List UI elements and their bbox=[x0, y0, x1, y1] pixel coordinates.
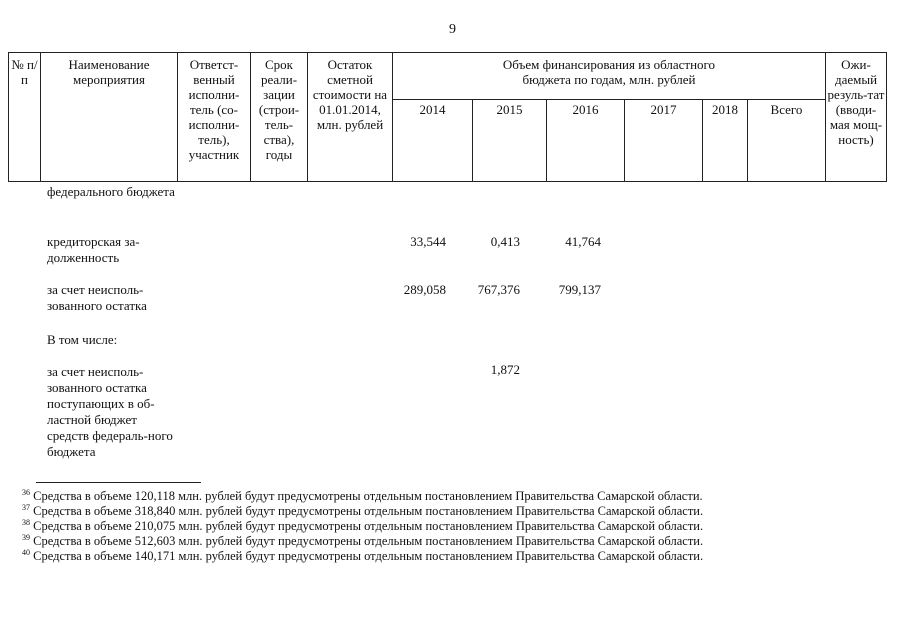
header-funding: Объем финансирования из областного бюджета по годам, млн. рублей bbox=[393, 53, 826, 100]
footnote bbox=[22, 519, 703, 534]
header-term: Срок реали-зации (строи-тель-ства), годы bbox=[251, 53, 308, 182]
footnote-number: 40 bbox=[22, 547, 30, 557]
value-2016: 799,137 bbox=[558, 282, 601, 297]
value-2014: 33,544 bbox=[410, 234, 446, 249]
header-year-2015: 2015 bbox=[473, 100, 547, 182]
footnote bbox=[22, 489, 703, 504]
header-year-2016: 2016 bbox=[547, 100, 625, 182]
footnote-number: 38 bbox=[22, 517, 30, 527]
header-year-2018: 2018 bbox=[703, 100, 748, 182]
header-result: Ожи-даемый резуль-тат (вводи-мая мощ-ность) bbox=[826, 53, 887, 182]
value-2015: 0,413 bbox=[490, 234, 520, 249]
header-year-2017: 2017 bbox=[625, 100, 703, 182]
footnote-text: Средства в объеме 512,603 млн. рублей будут предусмотрены отдельным постановлением Правительства Самарской области. bbox=[33, 534, 704, 548]
row-label: за счет неисполь-зованного остатка поступающих в об-ластной бюджет средств федераль-ного бюджета bbox=[47, 364, 173, 459]
footnote-text: Средства в объеме 210,075 млн. рублей будут предусмотрены отдельным постановлением Правительства Самарской области. bbox=[33, 519, 704, 533]
row-label: кредиторская за-долженность bbox=[47, 234, 140, 265]
row-label: В том числе: bbox=[47, 332, 118, 347]
value-2015: 1,872 bbox=[490, 362, 520, 377]
header-responsible: Ответст-венный исполни-тель (со-исполни-тель), участник bbox=[178, 53, 251, 182]
page-number: 9 bbox=[449, 22, 456, 37]
header-no: № п/п bbox=[9, 53, 41, 182]
footnote bbox=[22, 534, 703, 549]
footnote-number: 39 bbox=[22, 532, 30, 542]
header-year-total: Всего bbox=[748, 100, 826, 182]
header-name: Наименование мероприятия bbox=[41, 53, 178, 182]
footnotes bbox=[22, 489, 703, 564]
value-2016: 41,764 bbox=[565, 234, 601, 249]
footnote-number: 37 bbox=[22, 502, 30, 512]
table-header bbox=[8, 52, 887, 182]
footnote bbox=[22, 549, 703, 564]
footnote-text: Средства в объеме 140,171 млн. рублей будут предусмотрены отдельным постановлением Правительства Самарской области. bbox=[33, 549, 704, 563]
value-2015: 767,376 bbox=[477, 282, 520, 297]
footnote-text: Средства в объеме 120,118 млн. рублей будут предусмотрены отдельным постановлением Правительства Самарской области. bbox=[33, 489, 703, 503]
row-label: федерального бюджета bbox=[47, 184, 175, 199]
header-balance: Остаток сметной стоимости на 01.01.2014, млн. рублей bbox=[308, 53, 393, 182]
row-label: за счет неисполь-зованного остатка bbox=[47, 282, 147, 313]
footnote-text: Средства в объеме 318,840 млн. рублей будут предусмотрены отдельным постановлением Правительства Самарской области. bbox=[33, 504, 704, 518]
footnote-number: 36 bbox=[22, 487, 30, 497]
header-year-2014: 2014 bbox=[393, 100, 473, 182]
footnote-separator bbox=[36, 482, 201, 483]
value-2014: 289,058 bbox=[403, 282, 446, 297]
footnote bbox=[22, 504, 703, 519]
